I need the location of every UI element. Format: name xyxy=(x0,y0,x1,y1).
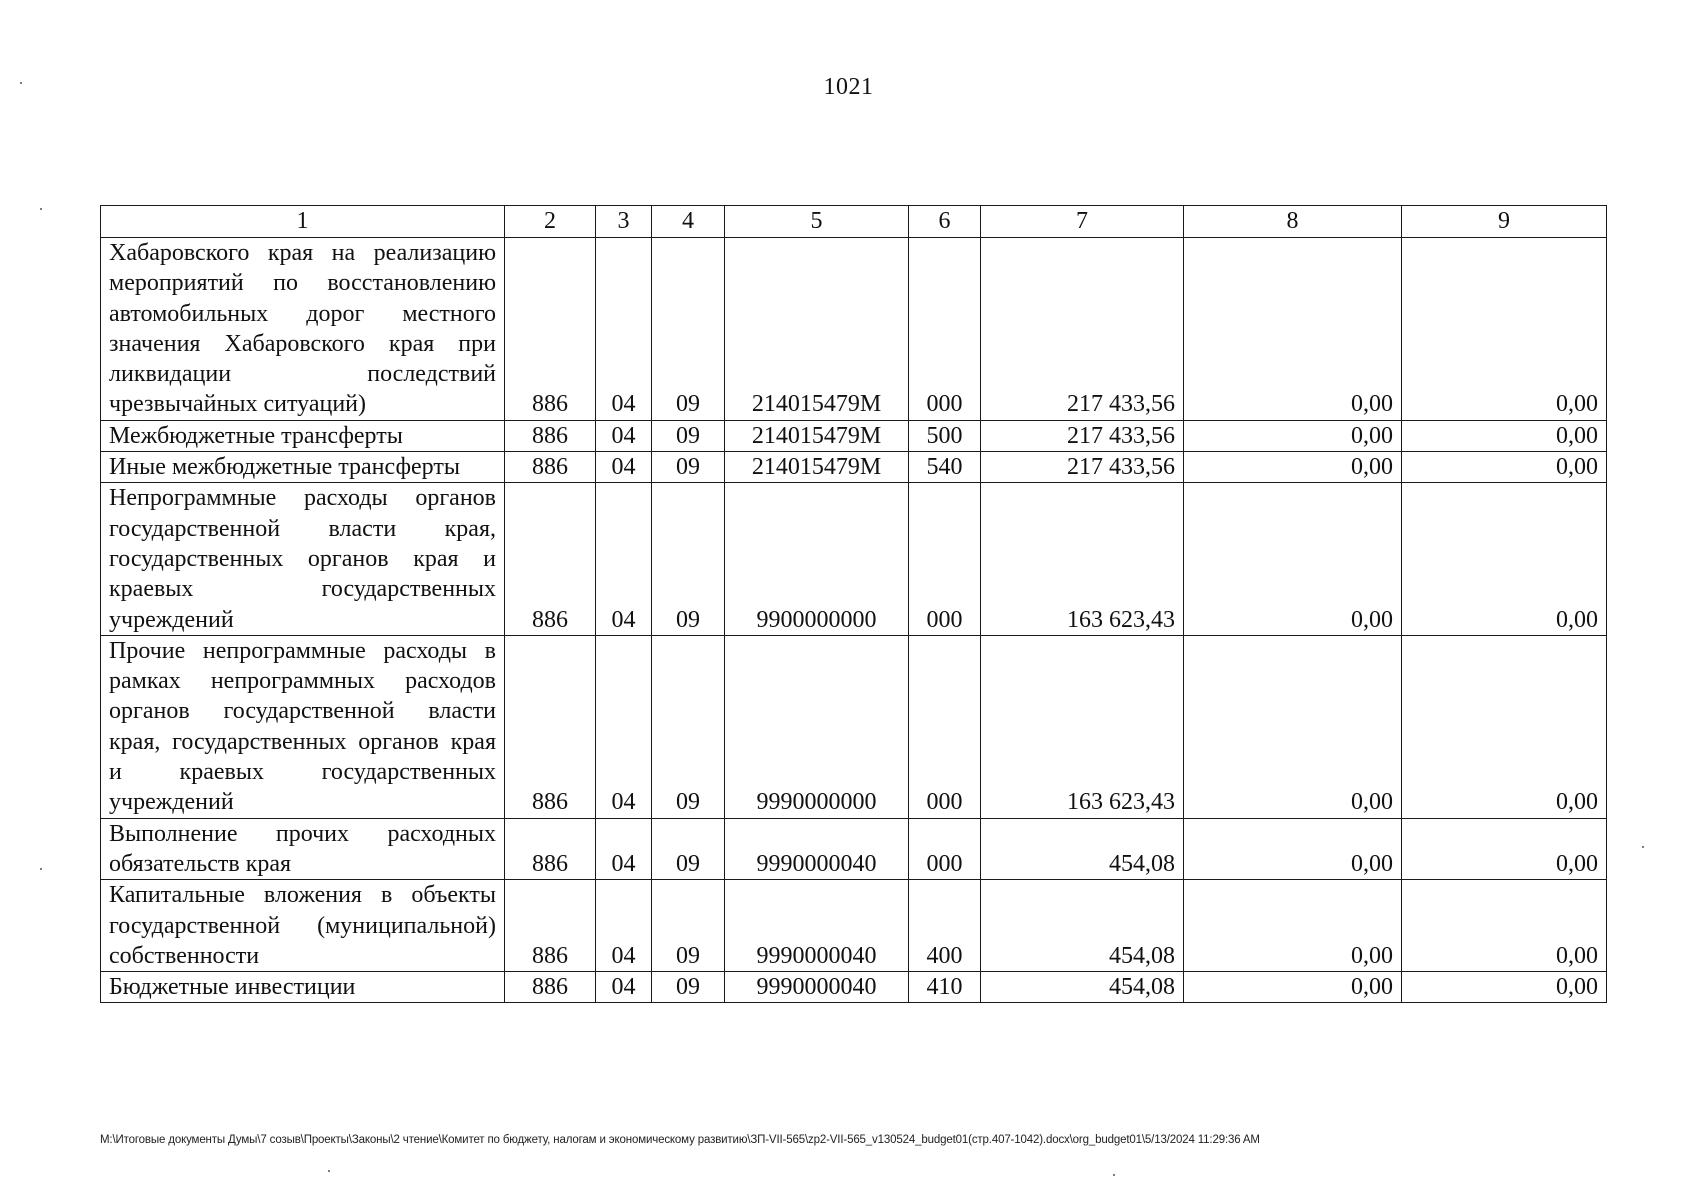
amount-col-7: 217 433,56 xyxy=(981,420,1184,451)
ministry-code: 886 xyxy=(505,238,596,421)
target-article-code: 9900000000 xyxy=(725,483,909,635)
amount-col-7: 454,08 xyxy=(981,818,1184,880)
subsection-code: 09 xyxy=(652,635,725,818)
subsection-code: 09 xyxy=(652,420,725,451)
amount-col-7: 217 433,56 xyxy=(981,452,1184,483)
amount-col-7: 454,08 xyxy=(981,972,1184,1003)
ministry-code: 886 xyxy=(505,880,596,972)
target-article-code: 9990000000 xyxy=(725,635,909,818)
target-article-code: 214015479М xyxy=(725,420,909,451)
col-header-3: 3 xyxy=(596,206,652,238)
table-header-row xyxy=(101,206,1607,238)
subsection-code: 09 xyxy=(652,238,725,421)
ministry-code: 886 xyxy=(505,635,596,818)
target-article-code: 214015479М xyxy=(725,452,909,483)
amount-col-8: 0,00 xyxy=(1184,818,1402,880)
subsection-code: 09 xyxy=(652,452,725,483)
row-description: Хабаровского края на реализацию мероприятий по восстановлению автомобильных дорог местного значения Хабаровского края при ликвидации последствий чрезвычайных ситуаций) xyxy=(101,238,505,421)
table-row xyxy=(101,420,1607,451)
target-article-code: 9990000040 xyxy=(725,972,909,1003)
section-code: 04 xyxy=(596,238,652,421)
scan-speck xyxy=(1113,1174,1115,1176)
scan-speck xyxy=(40,868,42,870)
expense-type-code: 000 xyxy=(909,238,981,421)
target-article-code: 214015479М xyxy=(725,238,909,421)
amount-col-8: 0,00 xyxy=(1184,238,1402,421)
amount-col-9: 0,00 xyxy=(1402,483,1607,635)
subsection-code: 09 xyxy=(652,483,725,635)
ministry-code: 886 xyxy=(505,420,596,451)
section-code: 04 xyxy=(596,420,652,451)
col-header-2: 2 xyxy=(505,206,596,238)
subsection-code: 09 xyxy=(652,818,725,880)
scan-speck xyxy=(40,208,42,210)
col-header-8: 8 xyxy=(1184,206,1402,238)
section-code: 04 xyxy=(596,880,652,972)
amount-col-9: 0,00 xyxy=(1402,972,1607,1003)
amount-col-9: 0,00 xyxy=(1402,238,1607,421)
section-code: 04 xyxy=(596,818,652,880)
ministry-code: 886 xyxy=(505,818,596,880)
expense-type-code: 410 xyxy=(909,972,981,1003)
table-row xyxy=(101,452,1607,483)
subsection-code: 09 xyxy=(652,880,725,972)
amount-col-7: 454,08 xyxy=(981,880,1184,972)
expense-type-code: 500 xyxy=(909,420,981,451)
row-description: Капитальные вложения в объекты государственной (муниципальной) собственности xyxy=(101,880,505,972)
row-description: Выполнение прочих расходных обязательств края xyxy=(101,818,505,880)
table-row xyxy=(101,238,1607,421)
row-description: Прочие непрограммные расходы в рамках непрограммных расходов органов государственной власти края, государственных органов края и краевых государственных учреждений xyxy=(101,635,505,818)
amount-col-7: 163 623,43 xyxy=(981,635,1184,818)
amount-col-8: 0,00 xyxy=(1184,483,1402,635)
document-path-footer: M:\Итоговые документы Думы\7 созыв\Проекты\Законы\2 чтение\Комитет по бюджету, налогам и экономическому развитию\ЗП-VII-565\zp2-VII-565_v130524_budget01(стр.407-1042).docx\org_budget01\5/13/2024 11:29:36 AM xyxy=(100,1134,1260,1146)
scan-speck xyxy=(328,1170,330,1172)
expense-type-code: 540 xyxy=(909,452,981,483)
amount-col-8: 0,00 xyxy=(1184,635,1402,818)
col-header-9: 9 xyxy=(1402,206,1607,238)
table-row xyxy=(101,972,1607,1003)
row-description: Межбюджетные трансферты xyxy=(101,420,505,451)
expense-type-code: 000 xyxy=(909,635,981,818)
section-code: 04 xyxy=(596,972,652,1003)
amount-col-8: 0,00 xyxy=(1184,452,1402,483)
col-header-1: 1 xyxy=(101,206,505,238)
table-row xyxy=(101,483,1607,635)
expense-type-code: 400 xyxy=(909,880,981,972)
amount-col-8: 0,00 xyxy=(1184,420,1402,451)
col-header-6: 6 xyxy=(909,206,981,238)
section-code: 04 xyxy=(596,452,652,483)
budget-table xyxy=(100,205,1607,1003)
amount-col-8: 0,00 xyxy=(1184,972,1402,1003)
row-description: Бюджетные инвестиции xyxy=(101,972,505,1003)
amount-col-7: 163 623,43 xyxy=(981,483,1184,635)
row-description: Иные межбюджетные трансферты xyxy=(101,452,505,483)
expense-type-code: 000 xyxy=(909,818,981,880)
subsection-code: 09 xyxy=(652,972,725,1003)
target-article-code: 9990000040 xyxy=(725,818,909,880)
amount-col-9: 0,00 xyxy=(1402,818,1607,880)
amount-col-9: 0,00 xyxy=(1402,880,1607,972)
col-header-7: 7 xyxy=(981,206,1184,238)
amount-col-9: 0,00 xyxy=(1402,420,1607,451)
target-article-code: 9990000040 xyxy=(725,880,909,972)
expense-type-code: 000 xyxy=(909,483,981,635)
amount-col-8: 0,00 xyxy=(1184,880,1402,972)
table-row xyxy=(101,818,1607,880)
amount-col-9: 0,00 xyxy=(1402,635,1607,818)
scan-speck xyxy=(1642,846,1644,848)
ministry-code: 886 xyxy=(505,972,596,1003)
section-code: 04 xyxy=(596,635,652,818)
amount-col-7: 217 433,56 xyxy=(981,238,1184,421)
col-header-5: 5 xyxy=(725,206,909,238)
scan-speck xyxy=(20,82,22,84)
table-row xyxy=(101,635,1607,818)
row-description: Непрограммные расходы органов государственной власти края, государственных органов края и краевых государственных учреждений xyxy=(101,483,505,635)
ministry-code: 886 xyxy=(505,452,596,483)
table-row xyxy=(101,880,1607,972)
col-header-4: 4 xyxy=(652,206,725,238)
amount-col-9: 0,00 xyxy=(1402,452,1607,483)
ministry-code: 886 xyxy=(505,483,596,635)
page-number: 1021 xyxy=(823,74,874,100)
section-code: 04 xyxy=(596,483,652,635)
